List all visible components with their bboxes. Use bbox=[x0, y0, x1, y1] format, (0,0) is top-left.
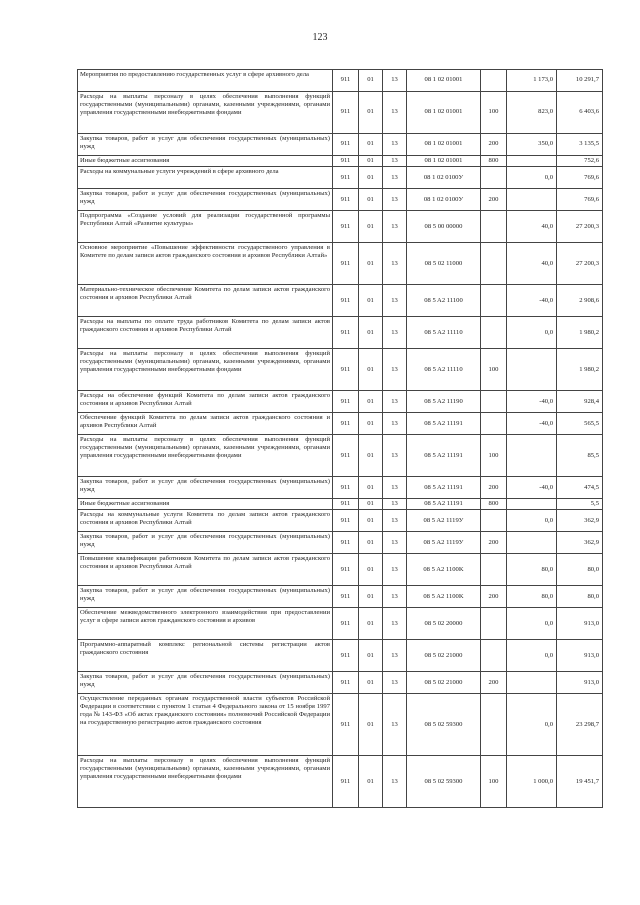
total-amount-cell: 913,0 bbox=[557, 672, 603, 694]
target-article-cell: 08 5 A2 11190 bbox=[407, 391, 481, 413]
total-amount-cell: 10 291,7 bbox=[557, 70, 603, 92]
row-name-cell: Расходы на обеспечение функций Комитета по делам записи актов гражданского состояния и архивов Республики Алтай bbox=[78, 391, 333, 413]
total-amount-cell: 80,0 bbox=[557, 554, 603, 586]
ministry-code-cell: 911 bbox=[333, 510, 359, 532]
subsection-cell: 13 bbox=[383, 554, 407, 586]
expense-type-cell: 100 bbox=[481, 92, 507, 134]
subsection-cell: 13 bbox=[383, 243, 407, 285]
section-cell: 01 bbox=[359, 586, 383, 608]
expense-type-cell: 800 bbox=[481, 156, 507, 167]
ministry-code-cell: 911 bbox=[333, 349, 359, 391]
subsection-cell: 13 bbox=[383, 167, 407, 189]
expense-type-cell bbox=[481, 317, 507, 349]
total-amount-cell: 474,5 bbox=[557, 477, 603, 499]
total-amount-cell: 1 980,2 bbox=[557, 317, 603, 349]
table-row bbox=[78, 499, 603, 510]
expense-type-cell: 100 bbox=[481, 349, 507, 391]
row-name-cell: Закупка товаров, работ и услуг для обеспечения государственных (муниципальных) нужд bbox=[78, 586, 333, 608]
section-cell: 01 bbox=[359, 640, 383, 672]
ministry-code-cell: 911 bbox=[333, 672, 359, 694]
subsection-cell: 13 bbox=[383, 694, 407, 756]
table-row bbox=[78, 477, 603, 499]
change-amount-cell: 0,0 bbox=[507, 510, 557, 532]
row-name-cell: Осуществление переданных органам государственной власти субъектов Российской Федерации в соответствии с пунктом 1 статьи 4 Федерального закона от 15 ноября 1997 года № 143-ФЗ «Об актах гражданского состояния» полномочий Российской Федерации на государственную регистрацию актов гражданского состояния bbox=[78, 694, 333, 756]
target-article-cell: 08 5 A2 1100K bbox=[407, 554, 481, 586]
section-cell: 01 bbox=[359, 285, 383, 317]
table-row bbox=[78, 554, 603, 586]
table-row bbox=[78, 640, 603, 672]
change-amount-cell: 0,0 bbox=[507, 608, 557, 640]
total-amount-cell: 913,0 bbox=[557, 608, 603, 640]
section-cell: 01 bbox=[359, 499, 383, 510]
total-amount-cell: 928,4 bbox=[557, 391, 603, 413]
section-cell: 01 bbox=[359, 134, 383, 156]
row-name-cell: Основное мероприятие «Повышение эффективности государственного управления в Комитете по делам записи актов гражданского состояния и архивов Республики Алтай» bbox=[78, 243, 333, 285]
target-article-cell: 08 5 02 21000 bbox=[407, 672, 481, 694]
change-amount-cell: 1 173,0 bbox=[507, 70, 557, 92]
ministry-code-cell: 911 bbox=[333, 640, 359, 672]
target-article-cell: 08 5 02 59300 bbox=[407, 694, 481, 756]
expense-type-cell: 800 bbox=[481, 499, 507, 510]
total-amount-cell: 565,5 bbox=[557, 413, 603, 435]
row-name-cell: Закупка товаров, работ и услуг для обеспечения государственных (муниципальных) нужд bbox=[78, 477, 333, 499]
expense-type-cell bbox=[481, 608, 507, 640]
table-row bbox=[78, 435, 603, 477]
ministry-code-cell: 911 bbox=[333, 92, 359, 134]
ministry-code-cell: 911 bbox=[333, 586, 359, 608]
row-name-cell: Материально-техническое обеспечение Комитета по делам записи актов гражданского состояния и архивов Республики Алтай bbox=[78, 285, 333, 317]
section-cell: 01 bbox=[359, 413, 383, 435]
table-row bbox=[78, 608, 603, 640]
target-article-cell: 08 5 02 20000 bbox=[407, 608, 481, 640]
section-cell: 01 bbox=[359, 672, 383, 694]
target-article-cell: 08 5 A2 11110 bbox=[407, 349, 481, 391]
page-number: 123 bbox=[312, 32, 328, 43]
expense-type-cell: 200 bbox=[481, 189, 507, 211]
change-amount-cell: 40,0 bbox=[507, 243, 557, 285]
expense-type-cell bbox=[481, 167, 507, 189]
expense-type-cell: 200 bbox=[481, 586, 507, 608]
subsection-cell: 13 bbox=[383, 285, 407, 317]
table-row bbox=[78, 532, 603, 554]
target-article-cell: 08 5 00 00000 bbox=[407, 211, 481, 243]
ministry-code-cell: 911 bbox=[333, 391, 359, 413]
table-row bbox=[78, 756, 603, 808]
change-amount-cell: 1 000,0 bbox=[507, 756, 557, 808]
ministry-code-cell: 911 bbox=[333, 189, 359, 211]
target-article-cell: 08 5 A2 11191 bbox=[407, 413, 481, 435]
change-amount-cell: -40,0 bbox=[507, 477, 557, 499]
table-row bbox=[78, 391, 603, 413]
expense-type-cell bbox=[481, 413, 507, 435]
section-cell: 01 bbox=[359, 317, 383, 349]
total-amount-cell: 5,5 bbox=[557, 499, 603, 510]
table-row bbox=[78, 70, 603, 92]
table-row bbox=[78, 586, 603, 608]
total-amount-cell: 1 980,2 bbox=[557, 349, 603, 391]
change-amount-cell bbox=[507, 499, 557, 510]
row-name-cell: Иные бюджетные ассигнования bbox=[78, 156, 333, 167]
expense-type-cell: 200 bbox=[481, 532, 507, 554]
expense-type-cell bbox=[481, 243, 507, 285]
table-row bbox=[78, 211, 603, 243]
expense-type-cell bbox=[481, 70, 507, 92]
subsection-cell: 13 bbox=[383, 510, 407, 532]
expense-type-cell bbox=[481, 554, 507, 586]
change-amount-cell bbox=[507, 189, 557, 211]
change-amount-cell: -40,0 bbox=[507, 285, 557, 317]
subsection-cell: 13 bbox=[383, 92, 407, 134]
table-row bbox=[78, 167, 603, 189]
row-name-cell: Закупка товаров, работ и услуг для обеспечения государственных (муниципальных) нужд bbox=[78, 532, 333, 554]
ministry-code-cell: 911 bbox=[333, 413, 359, 435]
section-cell: 01 bbox=[359, 510, 383, 532]
subsection-cell: 13 bbox=[383, 477, 407, 499]
subsection-cell: 13 bbox=[383, 70, 407, 92]
total-amount-cell: 6 403,6 bbox=[557, 92, 603, 134]
ministry-code-cell: 911 bbox=[333, 243, 359, 285]
section-cell: 01 bbox=[359, 92, 383, 134]
row-name-cell: Мероприятия по предоставлению государственных услуг в сфере архивного дела bbox=[78, 70, 333, 92]
change-amount-cell: 823,0 bbox=[507, 92, 557, 134]
ministry-code-cell: 911 bbox=[333, 477, 359, 499]
change-amount-cell: 0,0 bbox=[507, 317, 557, 349]
table-row bbox=[78, 285, 603, 317]
change-amount-cell bbox=[507, 349, 557, 391]
total-amount-cell: 19 451,7 bbox=[557, 756, 603, 808]
change-amount-cell: 80,0 bbox=[507, 586, 557, 608]
subsection-cell: 13 bbox=[383, 413, 407, 435]
row-name-cell: Повышение квалификации работников Комитета по делам записи актов гражданского состояния и архивов Республики Алтай bbox=[78, 554, 333, 586]
ministry-code-cell: 911 bbox=[333, 211, 359, 243]
ministry-code-cell: 911 bbox=[333, 156, 359, 167]
total-amount-cell: 769,6 bbox=[557, 189, 603, 211]
ministry-code-cell: 911 bbox=[333, 554, 359, 586]
total-amount-cell: 769,6 bbox=[557, 167, 603, 189]
ministry-code-cell: 911 bbox=[333, 435, 359, 477]
row-name-cell: Расходы на выплаты персоналу в целях обеспечения выполнения функций государственными (муниципальными) органами, казенными учреждениями, органами управления государственными внебюджетными фондами bbox=[78, 756, 333, 808]
table-row bbox=[78, 156, 603, 167]
change-amount-cell: 350,0 bbox=[507, 134, 557, 156]
expense-type-cell bbox=[481, 285, 507, 317]
target-article-cell: 08 1 02 01001 bbox=[407, 70, 481, 92]
target-article-cell: 08 1 02 01001 bbox=[407, 134, 481, 156]
change-amount-cell: 0,0 bbox=[507, 167, 557, 189]
ministry-code-cell: 911 bbox=[333, 167, 359, 189]
target-article-cell: 08 1 02 01001 bbox=[407, 156, 481, 167]
total-amount-cell: 362,9 bbox=[557, 510, 603, 532]
row-name-cell: Расходы на коммунальные услуги учреждений в сфере архивного дела bbox=[78, 167, 333, 189]
subsection-cell: 13 bbox=[383, 189, 407, 211]
expense-type-cell bbox=[481, 510, 507, 532]
section-cell: 01 bbox=[359, 435, 383, 477]
target-article-cell: 08 5 A2 1100K bbox=[407, 586, 481, 608]
section-cell: 01 bbox=[359, 554, 383, 586]
target-article-cell: 08 5 02 21000 bbox=[407, 640, 481, 672]
target-article-cell: 08 5 A2 11110 bbox=[407, 317, 481, 349]
total-amount-cell: 27 200,3 bbox=[557, 243, 603, 285]
row-name-cell: Закупка товаров, работ и услуг для обеспечения государственных (муниципальных) нужд bbox=[78, 134, 333, 156]
budget-table bbox=[77, 69, 603, 808]
total-amount-cell: 2 908,6 bbox=[557, 285, 603, 317]
change-amount-cell: -40,0 bbox=[507, 413, 557, 435]
subsection-cell: 13 bbox=[383, 156, 407, 167]
section-cell: 01 bbox=[359, 70, 383, 92]
expense-type-cell bbox=[481, 391, 507, 413]
row-name-cell: Закупка товаров, работ и услуг для обеспечения государственных (муниципальных) нужд bbox=[78, 189, 333, 211]
section-cell: 01 bbox=[359, 694, 383, 756]
expense-type-cell: 100 bbox=[481, 435, 507, 477]
table-row bbox=[78, 189, 603, 211]
total-amount-cell: 913,0 bbox=[557, 640, 603, 672]
target-article-cell: 08 1 02 01001 bbox=[407, 92, 481, 134]
section-cell: 01 bbox=[359, 756, 383, 808]
change-amount-cell: -40,0 bbox=[507, 391, 557, 413]
row-name-cell: Расходы на коммунальные услуги Комитета по делам записи актов гражданского состояния и архивов Республики Алтай bbox=[78, 510, 333, 532]
table-row bbox=[78, 317, 603, 349]
row-name-cell: Иные бюджетные ассигнования bbox=[78, 499, 333, 510]
subsection-cell: 13 bbox=[383, 756, 407, 808]
change-amount-cell bbox=[507, 435, 557, 477]
target-article-cell: 08 5 A2 1119У bbox=[407, 532, 481, 554]
table-row bbox=[78, 349, 603, 391]
subsection-cell: 13 bbox=[383, 211, 407, 243]
section-cell: 01 bbox=[359, 243, 383, 285]
table-row bbox=[78, 134, 603, 156]
expense-type-cell bbox=[481, 211, 507, 243]
subsection-cell: 13 bbox=[383, 608, 407, 640]
section-cell: 01 bbox=[359, 532, 383, 554]
table-row bbox=[78, 510, 603, 532]
total-amount-cell: 3 135,5 bbox=[557, 134, 603, 156]
total-amount-cell: 23 298,7 bbox=[557, 694, 603, 756]
table-row bbox=[78, 672, 603, 694]
ministry-code-cell: 911 bbox=[333, 285, 359, 317]
ministry-code-cell: 911 bbox=[333, 499, 359, 510]
change-amount-cell: 0,0 bbox=[507, 694, 557, 756]
table-row bbox=[78, 413, 603, 435]
table-row bbox=[78, 694, 603, 756]
subsection-cell: 13 bbox=[383, 134, 407, 156]
total-amount-cell: 80,0 bbox=[557, 586, 603, 608]
expense-type-cell: 100 bbox=[481, 756, 507, 808]
total-amount-cell: 752,6 bbox=[557, 156, 603, 167]
subsection-cell: 13 bbox=[383, 672, 407, 694]
expense-type-cell: 200 bbox=[481, 134, 507, 156]
section-cell: 01 bbox=[359, 156, 383, 167]
subsection-cell: 13 bbox=[383, 349, 407, 391]
subsection-cell: 13 bbox=[383, 435, 407, 477]
subsection-cell: 13 bbox=[383, 640, 407, 672]
section-cell: 01 bbox=[359, 391, 383, 413]
subsection-cell: 13 bbox=[383, 391, 407, 413]
target-article-cell: 08 5 A2 11100 bbox=[407, 285, 481, 317]
target-article-cell: 08 1 02 0100У bbox=[407, 167, 481, 189]
change-amount-cell: 40,0 bbox=[507, 211, 557, 243]
ministry-code-cell: 911 bbox=[333, 608, 359, 640]
section-cell: 01 bbox=[359, 477, 383, 499]
target-article-cell: 08 5 A2 1119У bbox=[407, 510, 481, 532]
total-amount-cell: 362,9 bbox=[557, 532, 603, 554]
target-article-cell: 08 5 A2 11191 bbox=[407, 499, 481, 510]
row-name-cell: Расходы на выплаты персоналу в целях обеспечения выполнения функций государственными (муниципальными) органами, казенными учреждениями, органами управления государственными внебюджетными фондами bbox=[78, 349, 333, 391]
section-cell: 01 bbox=[359, 349, 383, 391]
target-article-cell: 08 5 02 11000 bbox=[407, 243, 481, 285]
section-cell: 01 bbox=[359, 211, 383, 243]
row-name-cell: Расходы на выплаты по оплате труда работников Комитета по делам записи актов гражданского состояния и архивов Республики Алтай bbox=[78, 317, 333, 349]
subsection-cell: 13 bbox=[383, 317, 407, 349]
target-article-cell: 08 5 A2 11191 bbox=[407, 435, 481, 477]
ministry-code-cell: 911 bbox=[333, 756, 359, 808]
row-name-cell: Обеспечение межведомственного электронного взаимодействия при предоставлении услуг в сфере записи актов гражданского состояния и архивов bbox=[78, 608, 333, 640]
expense-type-cell bbox=[481, 640, 507, 672]
ministry-code-cell: 911 bbox=[333, 70, 359, 92]
ministry-code-cell: 911 bbox=[333, 694, 359, 756]
change-amount-cell bbox=[507, 532, 557, 554]
change-amount-cell: 0,0 bbox=[507, 640, 557, 672]
table-row bbox=[78, 243, 603, 285]
change-amount-cell bbox=[507, 156, 557, 167]
section-cell: 01 bbox=[359, 167, 383, 189]
row-name-cell: Расходы на выплаты персоналу в целях обеспечения выполнения функций государственными (муниципальными) органами, казенными учреждениями, органами управления государственными внебюджетными фондами bbox=[78, 435, 333, 477]
subsection-cell: 13 bbox=[383, 499, 407, 510]
target-article-cell: 08 5 A2 11191 bbox=[407, 477, 481, 499]
subsection-cell: 13 bbox=[383, 586, 407, 608]
change-amount-cell bbox=[507, 672, 557, 694]
section-cell: 01 bbox=[359, 189, 383, 211]
total-amount-cell: 85,5 bbox=[557, 435, 603, 477]
target-article-cell: 08 5 02 59300 bbox=[407, 756, 481, 808]
expense-type-cell: 200 bbox=[481, 477, 507, 499]
ministry-code-cell: 911 bbox=[333, 532, 359, 554]
subsection-cell: 13 bbox=[383, 532, 407, 554]
total-amount-cell: 27 200,3 bbox=[557, 211, 603, 243]
row-name-cell: Программно-аппаратный комплекс региональной системы регистрации актов гражданского состояния bbox=[78, 640, 333, 672]
row-name-cell: Расходы на выплаты персоналу в целях обеспечения выполнения функций государственными (муниципальными) органами, казенными учреждениями, органами управления государственными внебюджетными фондами bbox=[78, 92, 333, 134]
target-article-cell: 08 1 02 0100У bbox=[407, 189, 481, 211]
table-row bbox=[78, 92, 603, 134]
ministry-code-cell: 911 bbox=[333, 134, 359, 156]
ministry-code-cell: 911 bbox=[333, 317, 359, 349]
expense-type-cell: 200 bbox=[481, 672, 507, 694]
section-cell: 01 bbox=[359, 608, 383, 640]
row-name-cell: Обеспечение функций Комитета по делам записи актов гражданского состояния и архивов Республики Алтай bbox=[78, 413, 333, 435]
row-name-cell: Подпрограмма «Создание условий для реализации государственной программы Республики Алтай «Развитие культуры» bbox=[78, 211, 333, 243]
row-name-cell: Закупка товаров, работ и услуг для обеспечения государственных (муниципальных) нужд bbox=[78, 672, 333, 694]
change-amount-cell: 80,0 bbox=[507, 554, 557, 586]
expense-type-cell bbox=[481, 694, 507, 756]
